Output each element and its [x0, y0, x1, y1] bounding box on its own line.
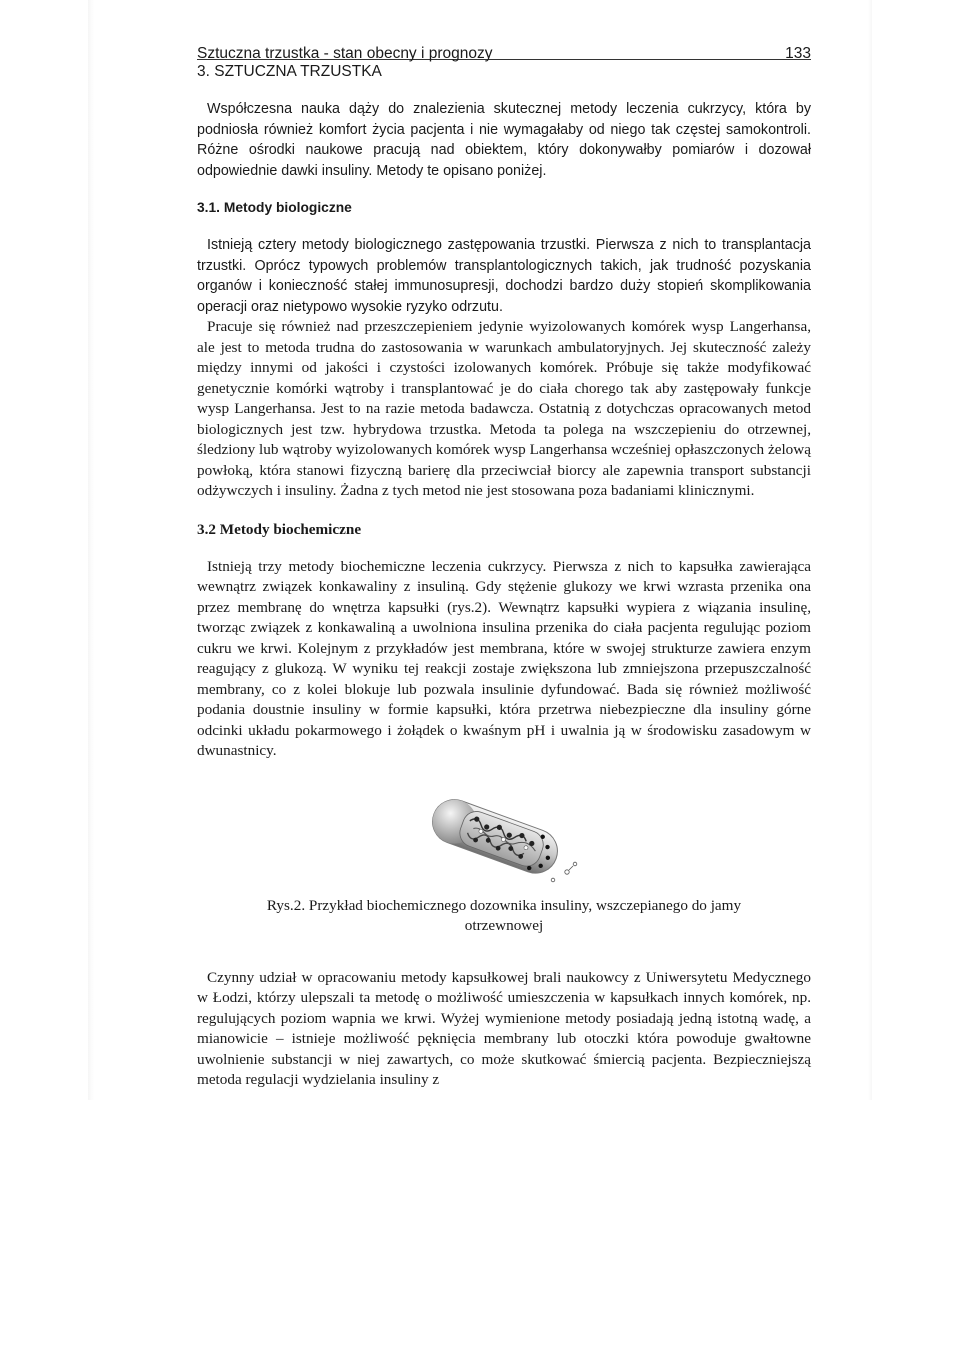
released-molecules	[551, 862, 577, 882]
scan-edge-right	[868, 0, 872, 1100]
chapter-heading: 3. SZTUCZNA TRZUSTKA	[197, 63, 382, 80]
capsule-illustration	[419, 792, 589, 888]
figure-capsule	[197, 792, 811, 888]
page-number: 133	[785, 45, 811, 62]
running-header	[197, 40, 811, 60]
document-page	[197, 40, 811, 1091]
figure-caption: Rys.2. Przykład biochemicznego dozownika insuliny, wszczepianego do jamy otrzewnowej	[266, 896, 742, 934]
running-title: Sztuczna trzustka - stan obecny i prognozy	[197, 45, 493, 62]
biological-paragraph-2: Pracuje się również nad przeszczepieniem jedynie wyizolowanych komórek wysp Langerhansa, ale jest to metoda trudna do zastosowania w warunkach ambulatoryjnych. Jej skuteczność zależy między innymi od jakości i czystości izolowanych komórek. Próbuje się także modyfikować genetycznie komórki wątroby i transplantować je do ciała chorego tak aby zastępowały funkcje wysp Langerhansa. Jest to na razie metoda badawcza. Ostatnią z dotychczas opracowanych metod biologicznych jest tzw. hybrydowa trzustka. Metoda ta polega na wszczepieniu do otrzewnej, śledziony lub wątroby wyizolowanych komórek wysp Langerhansa wcześniej opłaszczonych żelową powłoką, która stanowi fizyczną barierę dla przeciwciał biorcy ale zapewnia transport substancji odżywczych i insuliny. Żadna z tych metod nie jest stosowana poza badaniami klinicznymi.	[197, 318, 811, 499]
closing-paragraph: Czynny udział w opracowaniu metody kapsułkowej brali naukowcy z Uniwersytetu Medycznego w Łodzi, którzy ulepszali ta metodę o możliwość umieszczenia w kapsułkach innych komórek, np. regulujących poziom wapnia we krwi. Wyżej wymienione metody posiadają jedną istotną wadę, a mianowicie – istnieje możliwość pęknięcia membrany lub otoczki która powoduje gwałtowne uwolnienie substancji w niej zawartych, co może skutkować śmiercią pacjenta. Bezpieczniejszą metoda regulacji wydzielania insuliny z	[197, 968, 811, 1088]
chapter-intro-paragraph: Współczesna nauka dąży do znalezienia skutecznej metody leczenia cukrzycy, która by podniosła również komfort życia pacjenta i nie wymagałaby od niego tak częstej samokontroli. Różne ośrodki naukowe pracują nad obiektem, który dokonywałby pomiarów i dozował odpowiednie dawki insuliny. Metody te opisano poniżej.	[197, 101, 811, 179]
section-heading-biological: 3.1. Metody biologiczne	[197, 200, 352, 215]
section-heading-biochemical: 3.2 Metody biochemiczne	[197, 520, 362, 538]
biochemical-paragraph-1: Istnieją trzy metody biochemiczne leczenia cukrzycy. Pierwsza z nich to kapsułka zawierająca wewnątrz związek konkawaliny z insuliną. Gdy stężenie glukozy we krwi wzrasta przenika ona przez membranę do wnętrza kapsułki (rys.2). Wewnątrz kapsułki wypiera z wiązania insulinę, tworząc związek z konkawaliną a uwolniona insulina przenika do ciała pacjenta regulując poziom cukru we krwi. Kolejnym z przykładów jest membrana, które w swojej strukturze zawiera enzym reagujący z glukozą. W wyniku tej reakcji zostaje zwiększona lub zmniejszona przepuszczalność membrany, co z kolei blokuje lub pozwala insulinie dyfundować. Bada się również możliwość podania doustnie insuliny w formie kapsułki, która przetrwa niebezpieczne dla insuliny górne odcinki układu pokarmowego i żołądek o kwaśnym pH i uwalnia ją w środowisku zasadowym w dwunastnicy.	[197, 557, 811, 759]
scan-edge-left	[88, 0, 94, 1100]
biological-paragraph-1: Istnieją cztery metody biologicznego zastępowania trzustki. Pierwsza z nich to transplantacja trzustki. Oprócz typowych problemów transplantologicznych takich, jak trudność pozyskania organów i konieczność stałej immunosupresji, dochodzi bardzo duży stopień skomplikowania operacji oraz nietypowo wysokie ryzyko odrzutu.	[197, 237, 811, 315]
